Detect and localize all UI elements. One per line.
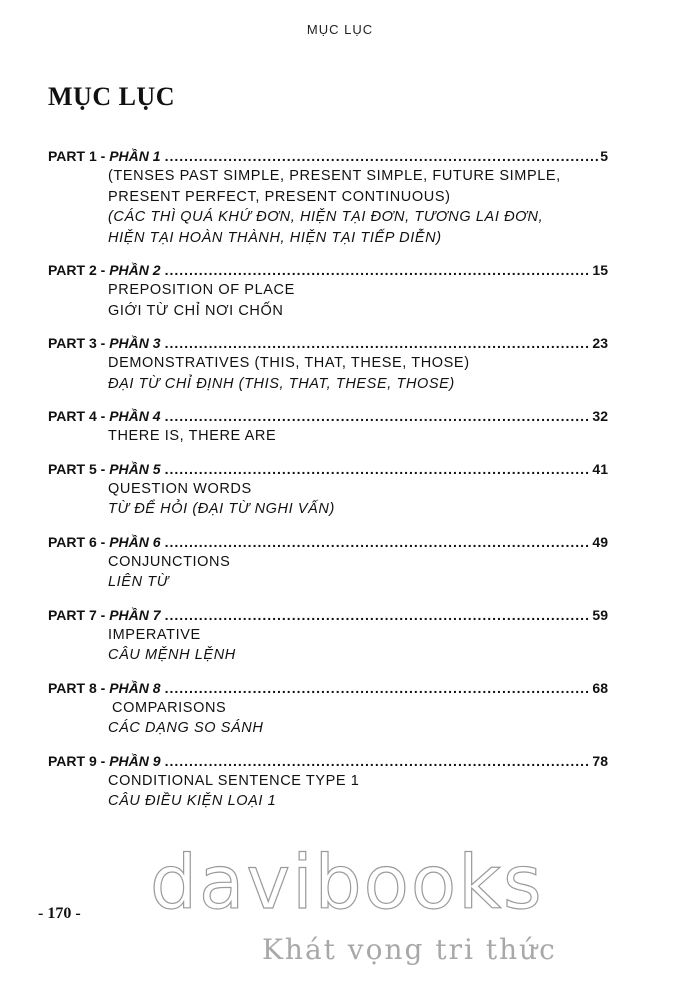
- part-label: PART 4: [48, 408, 97, 424]
- toc-entry-heading[interactable]: [48, 459, 608, 479]
- toc-entry-heading[interactable]: [48, 146, 608, 166]
- leader-dots: [165, 406, 591, 426]
- toc-entry-part-4[interactable]: [48, 406, 608, 447]
- part-separator: -: [96, 335, 110, 351]
- toc-entry-part-2[interactable]: [48, 260, 608, 321]
- entry-subtitle-vietnamese: CÁC DẠNG SO SÁNH: [108, 720, 264, 736]
- entry-subtitle: CONDITIONAL SENTENCE TYPE 1: [108, 772, 360, 789]
- entry-subtitle: DEMONSTRATIVES (THIS, THAT, THESE, THOSE): [108, 355, 470, 371]
- page-number: 78: [592, 752, 608, 769]
- entry-subtitle: (TENSES PAST SIMPLE, PRESENT SIMPLE, FUTURE SIMPLE,: [108, 168, 561, 184]
- page-number: 41: [592, 460, 608, 477]
- part-label: PART 3: [48, 335, 97, 351]
- part-viet-label: PHẦN 7: [109, 606, 161, 623]
- part-viet-label: PHẦN 8: [109, 679, 161, 696]
- leader-dots: [165, 751, 591, 771]
- part-separator: -: [96, 408, 110, 424]
- toc-entry-part-8[interactable]: [48, 678, 608, 739]
- footer-page-number: - 170 -: [38, 905, 81, 922]
- leader-dots: [165, 459, 591, 479]
- part-separator: -: [96, 262, 110, 278]
- part-viet-label: PHẦN 2: [109, 262, 161, 278]
- part-separator: -: [96, 460, 110, 477]
- entry-subtitle: QUESTION WORDS: [108, 480, 252, 497]
- part-label: PART 8: [48, 679, 97, 696]
- part-label: PART 1: [48, 148, 97, 164]
- part-viet-label: PHẦN 9: [109, 752, 161, 769]
- part-viet-label: PHẦN 6: [109, 533, 161, 550]
- leader-dots: [165, 605, 591, 625]
- page-number: 68: [592, 679, 608, 696]
- part-separator: -: [96, 679, 110, 696]
- page-number: 5: [600, 148, 608, 164]
- part-label: PART 5: [48, 460, 97, 477]
- part-viet-label: PHẦN 5: [109, 460, 161, 477]
- part-viet-label: PHẦN 1: [109, 148, 161, 164]
- toc-entry-heading[interactable]: [48, 751, 608, 771]
- entry-subtitle-vietnamese: CÂU MỆNH LỆNH: [108, 647, 236, 663]
- toc-entry-heading[interactable]: [48, 678, 608, 698]
- entry-subtitle-vietnamese: GIỚI TỪ CHỈ NƠI CHỐN: [108, 302, 284, 319]
- entry-subtitle: PRESENT PERFECT, PRESENT CONTINUOUS): [108, 188, 451, 205]
- entry-subtitle: IMPERATIVE: [108, 626, 201, 643]
- part-separator: -: [96, 752, 110, 769]
- part-separator: -: [96, 148, 110, 164]
- part-separator: -: [96, 606, 110, 623]
- toc-entry-heading[interactable]: [48, 333, 608, 353]
- part-label: PART 2: [48, 262, 97, 278]
- part-label: PART 9: [48, 752, 97, 769]
- leader-dots: [165, 333, 591, 353]
- entry-subtitle-vietnamese: ĐẠI TỪ CHỈ ĐỊNH (THIS, THAT, THESE, THOSE): [108, 375, 455, 392]
- watermark-slogan: Khát vọng tri thức: [262, 933, 557, 966]
- entry-subtitle: THERE IS, THERE ARE: [108, 428, 277, 444]
- page-number: 23: [592, 335, 608, 351]
- part-label: PART 6: [48, 533, 97, 550]
- part-viet-label: PHẦN 4: [109, 408, 161, 424]
- entry-subtitle: COMPARISONS: [112, 699, 227, 716]
- table-of-contents: [48, 146, 608, 812]
- leader-dots: [165, 678, 591, 698]
- page-number: 59: [592, 606, 608, 623]
- leader-dots: [165, 260, 591, 280]
- page-title: MỤC LỤC: [48, 82, 175, 111]
- entry-subtitle-vietnamese: LIÊN TỪ: [108, 574, 169, 590]
- toc-entry-part-9[interactable]: [48, 751, 608, 812]
- page-number: 49: [592, 533, 608, 550]
- toc-entry-part-3[interactable]: [48, 333, 608, 394]
- leader-dots: [165, 146, 599, 166]
- entry-subtitle-vietnamese: CÂU ĐIỀU KIỆN LOẠI 1: [108, 793, 277, 809]
- toc-entry-part-5[interactable]: [48, 459, 608, 520]
- toc-entry-part-6[interactable]: [48, 532, 608, 593]
- watermark-brand: davibooks: [150, 840, 544, 926]
- leader-dots: [165, 532, 591, 552]
- part-viet-label: PHẦN 3: [109, 335, 161, 351]
- entry-subtitle-vietnamese: (CÁC THÌ QUÁ KHỨ ĐƠN, HIỆN TẠI ĐƠN, TƯƠNG LAI ĐƠN,: [108, 209, 544, 225]
- entry-subtitle-vietnamese: TỪ ĐỂ HỎI (ĐẠI TỪ NGHI VẤN): [108, 501, 335, 517]
- toc-entry-part-7[interactable]: [48, 605, 608, 666]
- toc-entry-heading[interactable]: [48, 532, 608, 552]
- toc-entry-heading[interactable]: [48, 605, 608, 625]
- entry-subtitle: PREPOSITION OF PLACE: [108, 282, 295, 298]
- toc-entry-heading[interactable]: [48, 260, 608, 280]
- page-number: 15: [592, 262, 608, 278]
- entry-subtitle: CONJUNCTIONS: [108, 553, 231, 570]
- toc-entry-heading[interactable]: [48, 406, 608, 426]
- page-number: 32: [592, 408, 608, 424]
- toc-entry-part-1[interactable]: [48, 146, 608, 248]
- part-separator: -: [96, 533, 110, 550]
- running-header: MỤC LỤC: [306, 22, 374, 37]
- entry-subtitle-vietnamese: HIỆN TẠI HOÀN THÀNH, HIỆN TẠI TIẾP DIỄN): [108, 229, 442, 246]
- part-label: PART 7: [48, 606, 97, 623]
